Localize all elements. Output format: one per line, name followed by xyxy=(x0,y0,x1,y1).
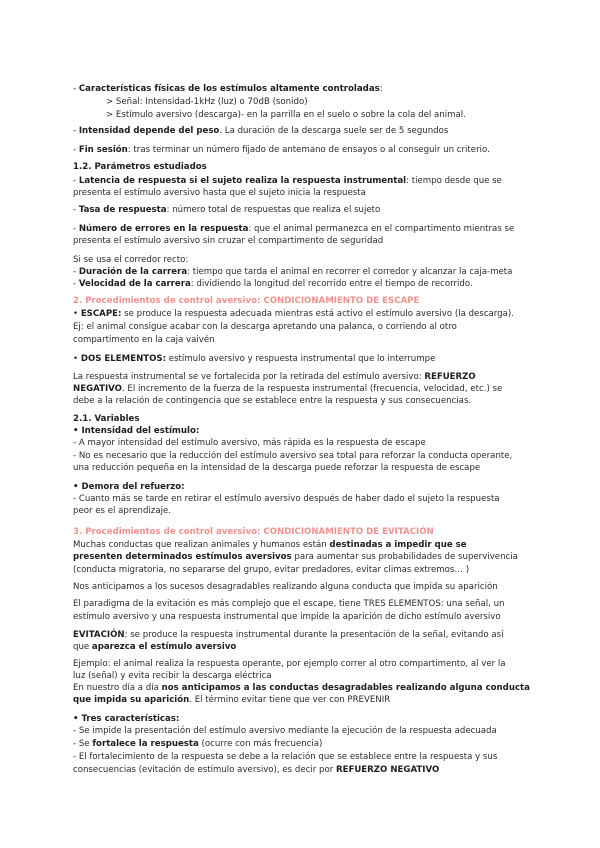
text-line: Ej: el animal consigue acabar con la descarga apretando una palanca, o corriendo al otro xyxy=(73,322,457,332)
text-line: > Estímulo aversivo (descarga)- en la parrilla en el suelo o sobre la cola del animal. xyxy=(106,110,466,120)
text-line: que impida su aparición. El término evitar tiene que ver con PREVENIR xyxy=(73,695,391,705)
text-line: - Latencia de respuesta si el sujeto realiza la respuesta instrumental: tiempo desde que se xyxy=(73,176,502,186)
subheading: • Intensidad del estímulo: xyxy=(73,426,200,436)
text-line: consecuencias (evitación de estímulo aversivo), es decir por REFUERZO NEGATIVO xyxy=(73,765,440,775)
text-line: compartimento en la caja vaivén xyxy=(73,335,215,345)
text-line: - Se impide la presentación del estímulo aversivo mediante la ejecución de la respuesta adecuada xyxy=(73,726,497,736)
text-line: peor es el aprendizaje. xyxy=(73,506,171,516)
text-line: En nuestro día a día nos anticipamos a las conductas desagradables realizando alguna conducta xyxy=(73,683,530,693)
text-line: presenten determinados estímulos aversivos para aumentar sus probabilidades de supervivencia xyxy=(73,552,518,562)
text-line: - El fortalecimiento de la respuesta se debe a la relación que se establece entre la respuesta y sus xyxy=(73,752,498,762)
section-heading: 3. Procedimientos de control aversivo: CONDICIONAMIENTO DE EVITACIÓN xyxy=(73,527,434,537)
text-line: luz (señal) y evita recibir la descarga eléctrica xyxy=(73,671,272,681)
subheading: • Demora del refuerzo: xyxy=(73,482,185,492)
text-line: • ESCAPE: se produce la respuesta adecuada mientras está activo el estímulo aversivo (la descarga). xyxy=(73,309,514,319)
section-heading: 2.1. Variables xyxy=(73,414,140,424)
text-line: NEGATIVO. El incremento de la fuerza de la respuesta instrumental (frecuencia, velocidad, etc.) se xyxy=(73,384,503,394)
text-line: - Velocidad de la carrera: dividiendo la longitud del recorrido entre el tiempo de recorrido. xyxy=(73,279,473,289)
text-line: - A mayor intensidad del estímulo aversivo, más rápida es la respuesta de escape xyxy=(73,438,426,448)
text-line: Si se usa el corredor recto: xyxy=(73,255,189,265)
text-line: - Número de errores en la respuesta: que el animal permanezca en el compartimento mientras se xyxy=(73,224,515,234)
text-line: El paradigma de la evitación es más complejo que el escape, tiene TRES ELEMENTOS: una señal, un xyxy=(73,599,505,609)
text-line: estímulo aversivo y una respuesta instrumental que impide la aparición de dicho estímulo aversivo xyxy=(73,612,501,622)
text-line: presenta el estímulo aversivo hasta que el sujeto inicia la respuesta xyxy=(73,188,366,198)
text-line: Ejemplo: el animal realiza la respuesta operante, por ejemplo correr al otro compartimento, al ver la xyxy=(73,659,506,669)
section-heading: 1.2. Parámetros estudiados xyxy=(73,162,207,172)
text-line: - Se fortalece la respuesta (ocurre con más frecuencia) xyxy=(73,739,323,749)
text-line: - Duración de la carrera: tiempo que tarda el animal en recorrer el corredor y alcanzar la caja-meta xyxy=(73,267,513,277)
text-line: debe a la relación de contingencia que se establece entre la respuesta y sus consecuencias. xyxy=(73,396,472,406)
text-line: que aparezca el estímulo aversivo xyxy=(73,642,237,652)
text-line: - Tasa de respuesta: número total de respuestas que realiza el sujeto xyxy=(73,205,381,215)
text-line: una reducción pequeña en la intensidad de la descarga puede reforzar la respuesta de escape xyxy=(73,463,481,473)
text-line: Nos anticipamos a los sucesos desagradables realizando alguna conducta que impida su aparición xyxy=(73,582,498,592)
text-line: presenta el estímulo aversivo sin cruzar el compartimento de seguridad xyxy=(73,236,384,246)
section-heading: 2. Procedimientos de control aversivo: CONDICIONAMIENTO DE ESCAPE xyxy=(73,296,420,306)
text-line: EVITACIÓN: se produce la respuesta instrumental durante la presentación de la señal, evitando así xyxy=(73,630,504,640)
text-line: • DOS ELEMENTOS: estímulo aversivo y respuesta instrumental que lo interrumpe xyxy=(73,354,436,364)
text-line: > Señal: Intensidad-1kHz (luz) o 70dB (sonido) xyxy=(106,97,308,107)
text-line: - Fin sesión: tras terminar un número fijado de antemano de ensayos o al conseguir un criterio. xyxy=(73,145,490,155)
text-line: - No es necesario que la reducción del estímulo aversivo sea total para reforzar la conducta operante, xyxy=(73,451,513,461)
subheading: • Tres características: xyxy=(73,714,180,724)
text-line: - Intensidad depende del peso. La duración de la descarga suele ser de 5 segundos xyxy=(73,126,449,136)
text-line: La respuesta instrumental se ve fortalecida por la retirada del estímulo aversivo: REFUERZO xyxy=(73,372,476,382)
text-line: Muchas conductas que realizan animales y humanos están destinadas a impedir que se xyxy=(73,540,467,550)
text-line: (conducta migratoria, no separarse del grupo, evitar predadores, evitar climas extremos… ) xyxy=(73,565,470,575)
text-line: - Cuanto más se tarde en retirar el estímulo aversivo después de haber dado el sujeto la respuesta xyxy=(73,494,500,504)
text-line: - Características físicas de los estímulos altamente controladas: xyxy=(73,84,383,94)
